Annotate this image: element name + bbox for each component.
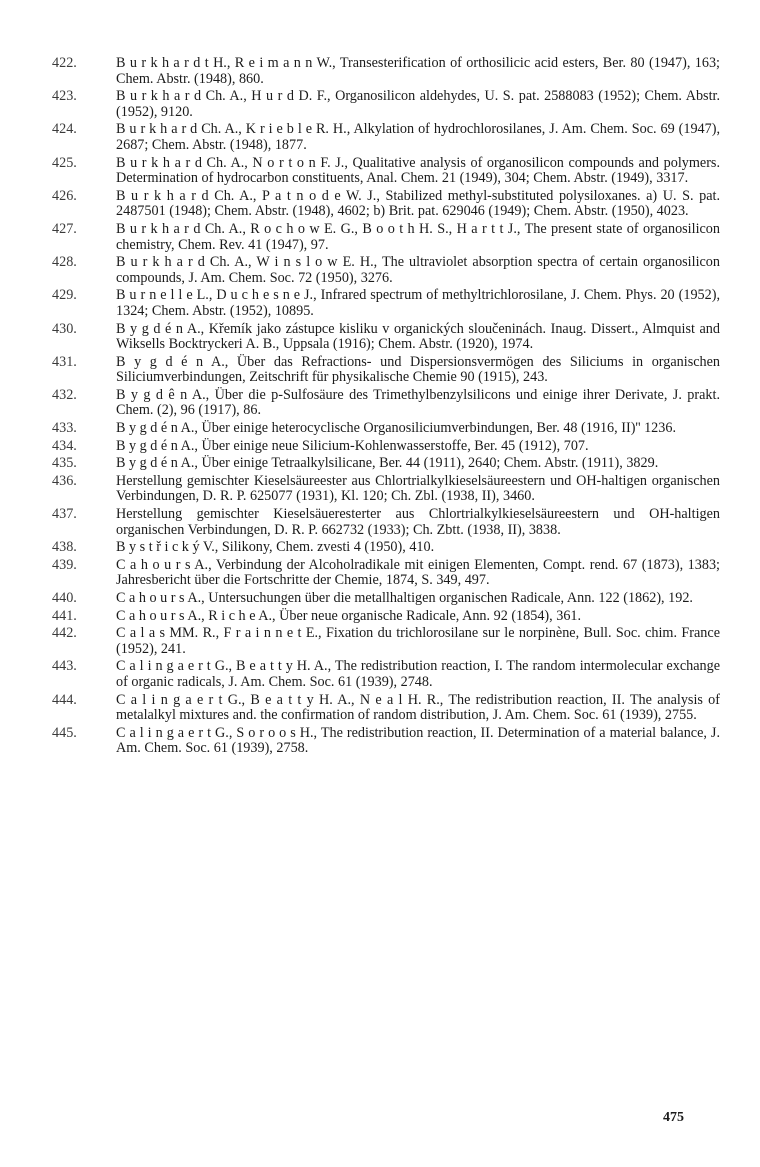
reference-entry	[52, 609, 720, 625]
reference-text: B y g d é n A., Křemík jako zástupce kisliku v organických sloučeninách. Inaug. Dissert., Almquist and Wiksells Bocktryckeri A. B., Uppsala (1916); Chem. Abstr. (1920), 1974.	[116, 320, 720, 353]
reference-text: B y g d ê n A., Über die p-Sulfosäure des Trimethylbenzylsilicons und einige ihrer Derivate, J. prakt. Chem. (2), 96 (1917), 86.	[116, 386, 720, 419]
reference-text: C a h o u r s A., R i c h e A., Über neue organische Radicale, Ann. 92 (1854), 361.	[116, 607, 582, 624]
reference-number: 443.	[52, 658, 77, 675]
reference-text: C a l i n g a e r t G., S o r o o s H., The redistribution reaction, II. Determination of a material balance, J. Am. Chem. Soc. 61 (1939), 2758.	[116, 724, 720, 757]
reference-entry	[52, 156, 720, 187]
reference-list	[52, 56, 720, 759]
reference-entry	[52, 507, 720, 538]
reference-number: 428.	[52, 254, 77, 271]
reference-text: B u r k h a r d Ch. A., N o r t o n F. J., Qualitative analysis of organosilicon compounds and polymers. Determination of hydrocarbon constituents, Anal. Chem. 21 (1949), 304; Chem. Abstr. (1949), 3317.	[116, 154, 720, 187]
reference-entry	[52, 474, 720, 505]
reference-number: 430.	[52, 320, 77, 337]
reference-entry	[52, 122, 720, 153]
reference-number: 426.	[52, 187, 77, 204]
reference-entry	[52, 355, 720, 386]
reference-number: 441.	[52, 607, 77, 624]
reference-text: B y g d é n A., Über das Refractions- und Dispersionsvermögen des Siliciums in organischen Siliciumverbindungen, Zeitschrift für physikalische Chemie 90 (1915), 243.	[116, 353, 720, 386]
reference-entry	[52, 591, 720, 607]
reference-entry	[52, 288, 720, 319]
reference-text: B u r k h a r d Ch. A., K r i e b l e R. H., Alkylation of hydrochlorosilanes, J. Am. Chem. Soc. 69 (1947), 2687; Chem. Abstr. (1948), 1877.	[116, 121, 720, 153]
reference-text: B y g d é n A., Über einige Tetraalkylsilicane, Ber. 44 (1911), 2640; Chem. Abstr. (1911), 3829.	[116, 455, 659, 472]
reference-entry	[52, 540, 720, 556]
reference-entry	[52, 56, 720, 87]
reference-number: 439.	[52, 556, 77, 573]
reference-entry	[52, 626, 720, 657]
reference-number: 438.	[52, 539, 77, 556]
reference-number: 422.	[52, 55, 77, 71]
reference-number: 427.	[52, 220, 77, 237]
reference-text: C a l i n g a e r t G., B e a t t y H. A., N e a l H. R., The redistribution reaction, II. The analysis of metalalkyl mixtures and. the confirmation of random distribution, J. Am. Chem. Soc. 61 (1939), 2755.	[116, 691, 720, 724]
reference-entry	[52, 693, 720, 724]
reference-number: 445.	[52, 724, 77, 741]
reference-text: C a l i n g a e r t G., B e a t t y H. A., The redistribution reaction, I. The random intermolecular exchange of organic radicals, J. Am. Chem. Soc. 61 (1939), 2748.	[116, 658, 720, 690]
reference-text: B u r k h a r d Ch. A., R o c h o w E. G., B o o t h H. S., H a r t t J., The present state of organosilicon chemistry, Chem. Rev. 41 (1947), 97.	[116, 220, 720, 253]
reference-number: 444.	[52, 691, 77, 708]
reference-number: 432.	[52, 386, 77, 403]
reference-number: 442.	[52, 625, 77, 642]
reference-number: 437.	[52, 506, 77, 523]
reference-number: 433.	[52, 420, 77, 437]
reference-entry	[52, 189, 720, 220]
reference-text: B u r n e l l e L., D u c h e s n e J., Infrared spectrum of methyltrichlorosilane, J. Chem. Phys. 20 (1952), 1324; Chem. Abstr. (1952), 10895.	[116, 287, 720, 319]
reference-number: 424.	[52, 121, 77, 138]
reference-text: B u r k h a r d Ch. A., W i n s l o w E. H., The ultraviolet absorption spectra of certain organosilicon compounds, J. Am. Chem. Soc. 72 (1950), 3276.	[116, 254, 720, 286]
reference-number: 436.	[52, 472, 77, 489]
reference-number: 440.	[52, 590, 77, 606]
reference-text: C a l a s MM. R., F r a i n n e t E., Fixation du trichlorosilane sur le norpinène, Bull. Soc. chim. France (1952), 241.	[116, 625, 720, 657]
reference-text: C a h o u r s A., Verbindung der Alcoholradikale mit einigen Elementen, Compt. rend. 67 (1873), 1383; Jahresbericht über die Fortschritte der Chemie, 1874, S. 349, 497.	[116, 556, 720, 589]
reference-number: 429.	[52, 287, 77, 304]
reference-text: C a h o u r s A., Untersuchungen über die metallhaltigen organischen Radicale, Ann. 122 (1862), 192.	[116, 590, 693, 606]
reference-number: 434.	[52, 437, 77, 454]
reference-text: B u r k h a r d t H., R e i m a n n W., Transesterification of orthosilicic acid esters, Ber. 80 (1947), 163; Chem. Abstr. (1948), 860.	[116, 55, 720, 87]
reference-text: B y g d é n A., Über einige heterocyclische Organosiliciumverbindungen, Ber. 48 (1916, II)'' 1236.	[116, 420, 677, 437]
reference-entry	[52, 439, 720, 455]
reference-entry	[52, 421, 720, 437]
reference-entry	[52, 388, 720, 419]
reference-entry	[52, 255, 720, 286]
reference-text: B u r k h a r d Ch. A., H u r d D. F., Organosilicon aldehydes, U. S. pat. 2588083 (1952); Chem. Abstr. (1952), 9120.	[116, 88, 720, 120]
reference-entry	[52, 322, 720, 353]
reference-text: B y s t ř i c k ý V., Silikony, Chem. zvesti 4 (1950), 410.	[116, 539, 435, 556]
reference-entry	[52, 89, 720, 120]
reference-entry	[52, 222, 720, 253]
reference-text: Herstellung gemischter Kieselsäueresterter aus Chlortrialkylkieselsäureestern und OH-haltigen organischen Verbindungen, D. R. P. 662732 (1933); Ch. Zbtt. (1938, II), 3838.	[116, 506, 720, 538]
page-number: 475	[663, 1110, 684, 1125]
reference-entry	[52, 726, 720, 757]
reference-entry	[52, 558, 720, 589]
reference-number: 431.	[52, 353, 77, 370]
reference-text: B u r k h a r d Ch. A., P a t n o d e W. J., Stabilized methyl-substituted polysiloxanes. a) U. S. pat. 2487501 (1948); Chem. Abstr. (1948), 4602; b) Brit. pat. 629046 (1949); Chem. Abstr. (1950), 4023.	[116, 187, 720, 220]
reference-text: B y g d é n A., Über einige neue Silicium-Kohlenwasserstoffe, Ber. 45 (1912), 707.	[116, 437, 589, 454]
reference-text: Herstellung gemischter Kieselsäureester aus Chlortrialkylkieselsäureestern und OH-haltigen organischen Verbindungen, D. R. P. 625077 (1931), Kl. 120; Ch. Zbl. (1938, II), 3460.	[116, 472, 720, 505]
reference-entry	[52, 456, 720, 472]
reference-number: 435.	[52, 455, 77, 472]
reference-number: 425.	[52, 154, 77, 171]
reference-entry	[52, 659, 720, 690]
reference-number: 423.	[52, 88, 77, 105]
